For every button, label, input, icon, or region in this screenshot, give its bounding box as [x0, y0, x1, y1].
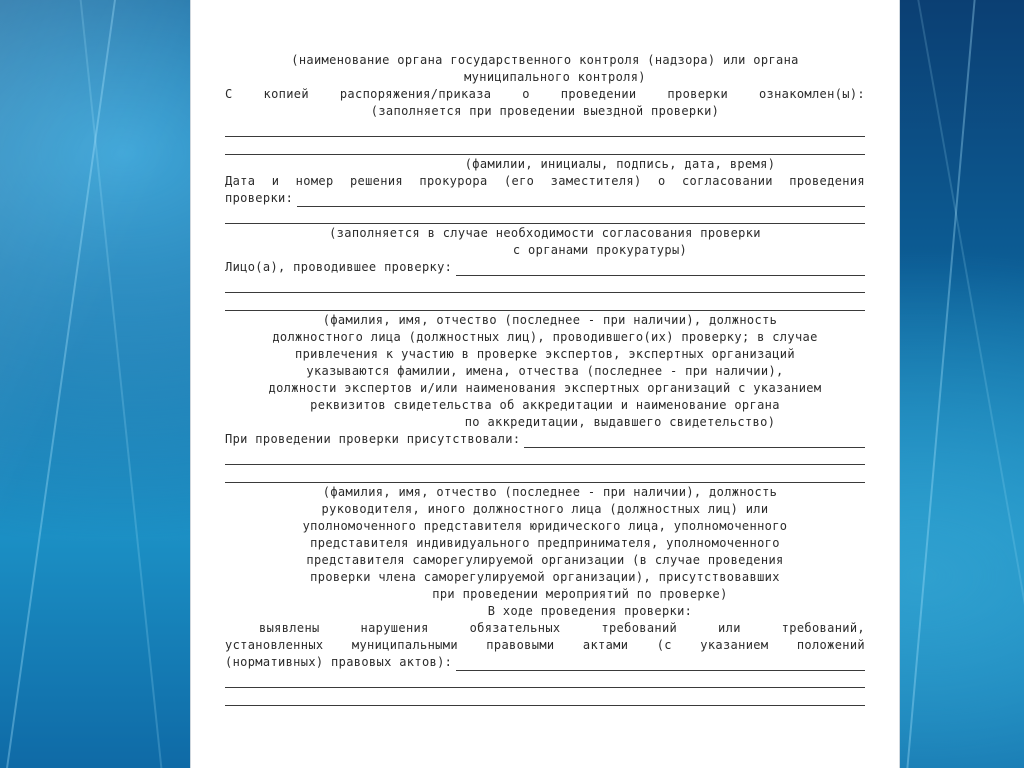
inspectors-caption-line: привлечения к участию в проверке экспертов, экспертных организаций	[295, 347, 795, 361]
inspectors-blank-line[interactable]	[225, 294, 865, 311]
inspectors-field-row	[225, 259, 865, 276]
signature-blank-line[interactable]	[225, 138, 865, 155]
document-body	[225, 52, 865, 707]
signature-blank-line[interactable]	[225, 120, 865, 137]
prosecutor-note-line1: (заполняется в случае необходимости согласования проверки	[329, 226, 761, 240]
background-streak	[80, 0, 163, 768]
signature-caption: (фамилии, инициалы, подпись, дата, время)	[464, 157, 776, 171]
prosecutor-blank-line[interactable]	[297, 194, 865, 207]
present-caption-line: представителя индивидуального предпринимателя, уполномоченного	[310, 536, 780, 550]
present-caption-line: уполномоченного представителя юридического лица, уполномоченного	[302, 519, 788, 533]
inspectors-caption-line: (фамилия, имя, отчество (последнее - при наличии), должность	[322, 313, 778, 327]
background-streak	[6, 0, 116, 768]
present-caption-line: представителя саморегулируемой организации (в случае проведения	[306, 553, 784, 567]
inspectors-caption-line: по аккредитации, выдавшего свидетельство)	[464, 415, 776, 429]
prosecutor-note-line2: с органами прокуратуры)	[512, 243, 688, 257]
inspectors-caption-line: должности экспертов и/или наименования экспертных организаций с указанием	[268, 381, 822, 395]
organ-caption-line2: муниципального контроля)	[464, 70, 646, 84]
copy-line: С копией распоряжения/приказа о проведении проверки ознакомлен(ы):	[225, 87, 865, 101]
present-caption-line: (фамилия, имя, отчество (последнее - при наличии), должность	[322, 485, 778, 499]
copy-note: (заполняется при проведении выездной проверки)	[370, 104, 720, 118]
prosecutor-field-row	[225, 190, 865, 207]
present-caption-line: при проведении мероприятий по проверке)	[432, 587, 728, 601]
violations-blank-line[interactable]	[225, 689, 865, 706]
present-blank-line[interactable]	[524, 435, 865, 448]
violations-line: выявлены нарушения обязательных требований или требований,	[259, 621, 865, 635]
violations-field-row	[225, 654, 865, 671]
inspectors-caption-line: должностного лица (должностных лиц), проводившего(их) проверку; в случае	[272, 330, 818, 344]
inspectors-caption-line: реквизитов свидетельства об аккредитации и наименование органа	[310, 398, 780, 412]
background-streak	[917, 0, 1024, 768]
background-streak	[906, 0, 975, 768]
prosecutor-blank-line[interactable]	[225, 207, 865, 224]
present-caption-line: руководителя, иного должностного лица (должностных лиц) или	[321, 502, 769, 516]
organ-caption-line1: (наименование органа государственного контроля (надзора) или органа	[291, 53, 799, 67]
prosecutor-line: Дата и номер решения прокурора (его заместителя) о согласовании проведения	[225, 174, 865, 188]
present-blank-line[interactable]	[225, 466, 865, 483]
present-blank-line[interactable]	[225, 448, 865, 465]
present-caption-line: проверки члена саморегулируемой организации), присутствовавших	[310, 570, 780, 584]
inspectors-label: Лицо(а), проводившее проверку:	[225, 260, 453, 274]
violations-blank-line[interactable]	[225, 671, 865, 688]
present-field-row	[225, 431, 865, 448]
document-page	[190, 0, 900, 768]
violations-label: (нормативных) правовых актов):	[225, 655, 453, 669]
present-label: При проведении проверки присутствовали:	[225, 432, 521, 446]
violations-line: установленных муниципальными правовыми актами (с указанием положений	[225, 638, 865, 652]
inspectors-caption-line: указываются фамилии, имена, отчества (последнее - при наличии),	[306, 364, 784, 378]
inspectors-blank-line[interactable]	[225, 276, 865, 293]
course-heading: В ходе проведения проверки:	[487, 604, 693, 618]
inspectors-blank-line[interactable]	[456, 263, 865, 276]
prosecutor-label: проверки:	[225, 191, 294, 205]
violations-blank-line[interactable]	[456, 658, 865, 671]
